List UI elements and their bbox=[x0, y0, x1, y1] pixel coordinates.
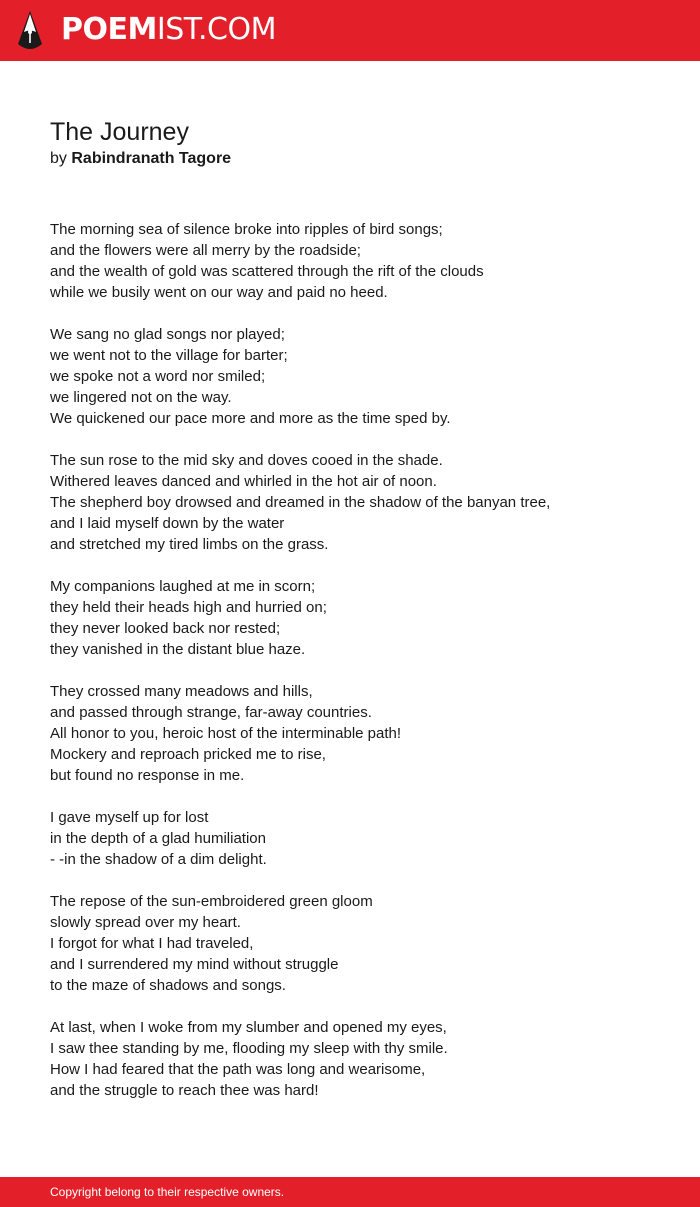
poem-line: We quickened our pace more and more as the time sped by. bbox=[50, 410, 451, 427]
poem-stanza bbox=[50, 891, 670, 996]
poem-line: while we busily went on our way and paid no heed. bbox=[50, 284, 388, 301]
poem-line: and I surrendered my mind without struggle bbox=[50, 956, 339, 973]
poem-title: The Journey bbox=[50, 118, 189, 146]
poem-line: they vanished in the distant blue haze. bbox=[50, 641, 306, 658]
footer-copyright: Copyright belong to their respective owners. bbox=[50, 1185, 285, 1199]
poem-line: Mockery and reproach pricked me to rise, bbox=[50, 746, 326, 763]
poem-line: but found no response in me. bbox=[50, 767, 245, 784]
poem-line: I gave myself up for lost bbox=[50, 809, 209, 826]
poem-line: and I laid myself down by the water bbox=[50, 515, 285, 532]
poem-author: Rabindranath Tagore bbox=[71, 150, 232, 167]
logo-brand-light: IST.COM bbox=[156, 12, 276, 47]
poem-line: The shepherd boy drowsed and dreamed in the shadow of the banyan tree, bbox=[50, 494, 551, 511]
poem-line: My companions laughed at me in scorn; bbox=[50, 578, 316, 595]
byline-prefix: by bbox=[50, 150, 67, 167]
poem-stanza bbox=[50, 681, 670, 786]
poem-line: They crossed many meadows and hills, bbox=[50, 683, 313, 700]
poem-line: in the depth of a glad humiliation bbox=[50, 830, 266, 847]
poem-byline bbox=[50, 149, 231, 169]
logo-brand-bold: POEM bbox=[61, 12, 157, 47]
pen-nib-icon[interactable] bbox=[17, 10, 43, 52]
poem-line: and passed through strange, far-away countries. bbox=[50, 704, 372, 721]
poem-line: I saw thee standing by me, flooding my sleep with thy smile. bbox=[50, 1040, 448, 1057]
poem-line: The sun rose to the mid sky and doves cooed in the shade. bbox=[50, 452, 443, 469]
poem-line: and the struggle to reach thee was hard! bbox=[50, 1082, 319, 1099]
poem-line: Withered leaves danced and whirled in the hot air of noon. bbox=[50, 473, 437, 490]
site-logo[interactable] bbox=[61, 12, 276, 48]
poem-line: and stretched my tired limbs on the grass. bbox=[50, 536, 329, 553]
poem-line: they held their heads high and hurried on; bbox=[50, 599, 327, 616]
poem-stanza bbox=[50, 576, 670, 660]
poem-line: How I had feared that the path was long and wearisome, bbox=[50, 1061, 426, 1078]
poem-line: we spoke not a word nor smiled; bbox=[50, 368, 266, 385]
poem-line: they never looked back nor rested; bbox=[50, 620, 281, 637]
poem-line: to the maze of shadows and songs. bbox=[50, 977, 286, 994]
poem-line: At last, when I woke from my slumber and opened my eyes, bbox=[50, 1019, 447, 1036]
poem-body bbox=[50, 219, 670, 1122]
poem-stanza bbox=[50, 219, 670, 303]
poem-stanza bbox=[50, 324, 670, 429]
poem-line: - -in the shadow of a dim delight. bbox=[50, 851, 267, 868]
poem-line: we lingered not on the way. bbox=[50, 389, 232, 406]
poem-line: The repose of the sun-embroidered green gloom bbox=[50, 893, 373, 910]
poem-line: slowly spread over my heart. bbox=[50, 914, 241, 931]
site-header bbox=[0, 0, 700, 61]
poem-stanza bbox=[50, 807, 670, 870]
poem-stanza bbox=[50, 1017, 670, 1101]
poem-line: and the wealth of gold was scattered through the rift of the clouds bbox=[50, 263, 484, 280]
site-footer bbox=[0, 1177, 700, 1207]
poem-line: All honor to you, heroic host of the interminable path! bbox=[50, 725, 402, 742]
poem-line: We sang no glad songs nor played; bbox=[50, 326, 285, 343]
poem-line: we went not to the village for barter; bbox=[50, 347, 288, 364]
poem-stanza bbox=[50, 450, 670, 555]
poem-line: and the flowers were all merry by the roadside; bbox=[50, 242, 361, 259]
poem-line: The morning sea of silence broke into ripples of bird songs; bbox=[50, 221, 443, 238]
poem-line: I forgot for what I had traveled, bbox=[50, 935, 254, 952]
